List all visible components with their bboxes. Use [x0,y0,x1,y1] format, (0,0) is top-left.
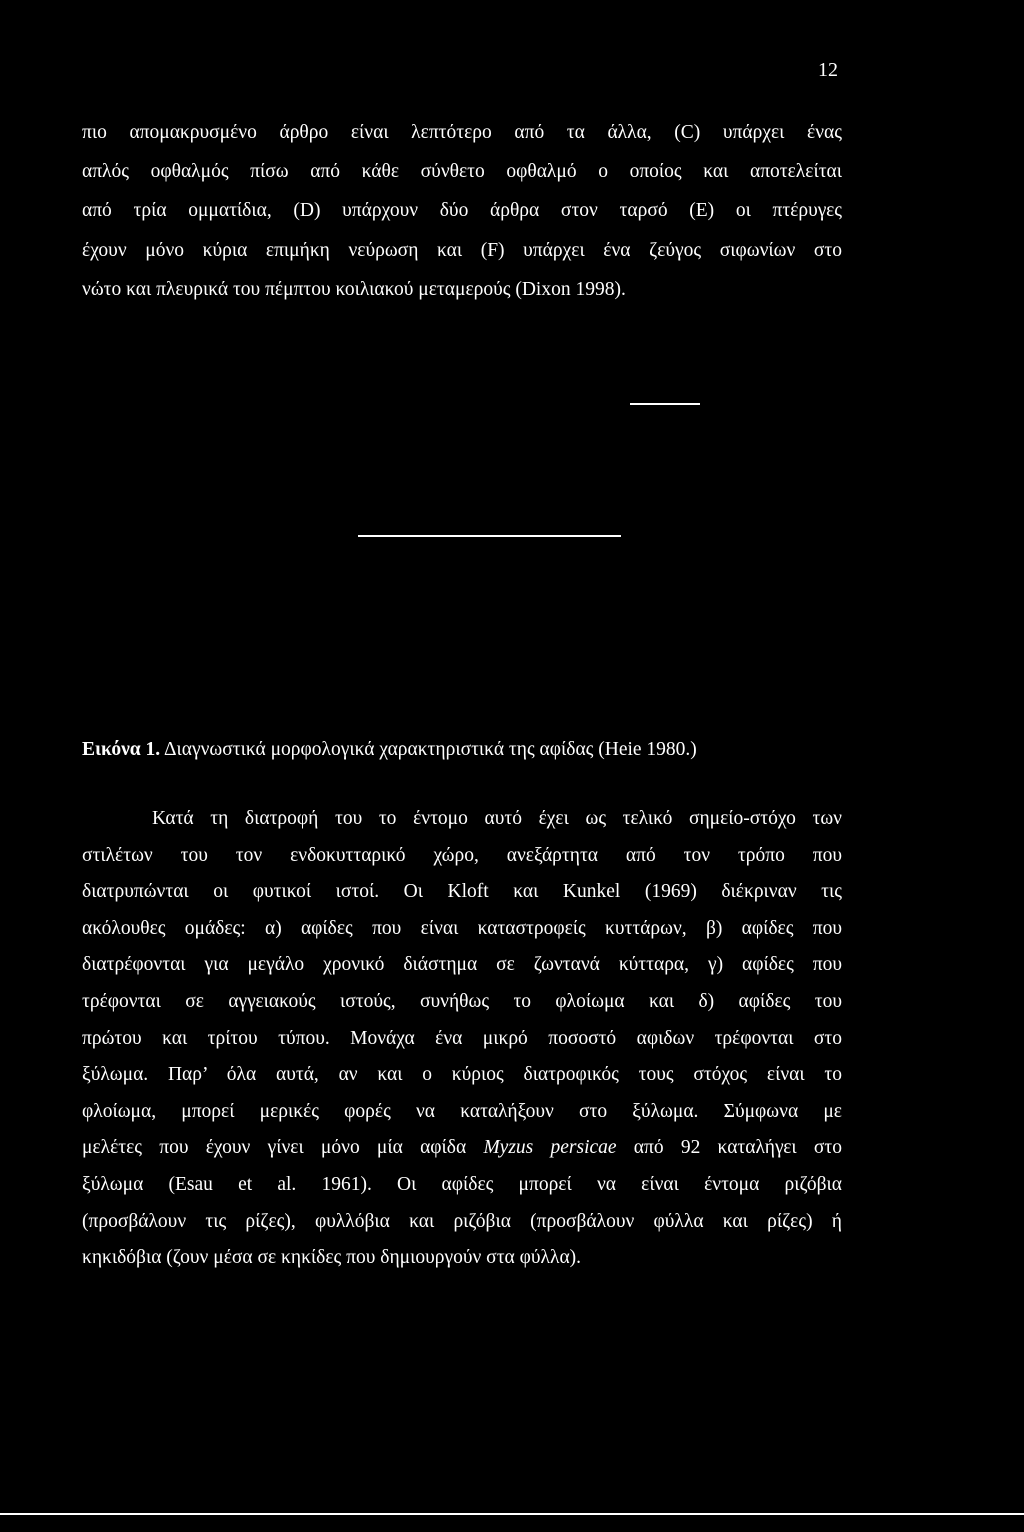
figure-caption [82,738,697,762]
text-line: πιο απομακρυσμένο άρθρο είναι λεπτότερο από τα άλλα, (C) υπάρχει ένας [82,122,842,143]
text-line: διατρυπώνται οι φυτικοί ιστοί. Οι Kloft και Kunkel (1969) διέκριναν τις [82,881,842,903]
text-line: από τρία ομματίδια, (D) υπάρχουν δύο άρθρα στον ταρσό (E) οι πτέρυγες [82,200,842,222]
species-name: Myzus persicae [483,1137,617,1159]
text-line: απλός οφθαλμός πίσω από κάθε σύνθετο οφθαλμό ο οποίος και αποτελείται [82,161,842,183]
text-line: φλοίωμα, μπορεί μερικές φορές να καταλήξουν στο ξύλωμα. Σύμφωνα με [82,1100,842,1122]
figure-remnant-line [358,535,621,537]
figure-caption-label: Εικόνα 1. [82,739,161,760]
text-line: στιλέτων του τον ενδοκυτταρικό χώρο, ανεξάρτητα από τον τρόπο που [82,844,842,866]
text-line: διατρέφονται για μεγάλο χρονικό διάστημα σε ζωντανά κύτταρα, γ) αφίδες που [82,954,842,976]
text-line: Κατά τη διατροφή του το έντομο αυτό έχει ως τελικό σημείο-στόχο των [152,808,842,829]
text-line: κηκιδόβια (ζουν μέσα σε κηκίδες που δημιουργούν στα φύλλα). [82,1247,582,1269]
figure-caption-text: Διαγνωστικά μορφολογικά χαρακτηριστικά της αφίδας (Heie 1980.) [160,739,697,760]
text-line: νώτο και πλευρικά του πέμπτου κοιλιακού μεταμερούς (Dixon 1998). [82,278,626,300]
text-fragment: μελέτες που έχουν γίνει μόνο μία αφίδα [82,1137,484,1159]
paragraph-feeding [82,801,842,1277]
text-line: ξύλωμα (Esau et al. 1961). Οι αφίδες μπορεί να είναι έντομα ριζόβια [82,1173,842,1195]
text-fragment: από 92 καταλήγει στο [616,1137,842,1159]
page-number: 12 [818,59,838,81]
figure-remnant-line [630,403,700,405]
text-line [82,1130,842,1167]
text-line: ξύλωμα. Παρ’ όλα αυτά, αν και ο κύριος διατροφικός τους στόχος είναι το [82,1064,842,1086]
footer-rule [0,1513,1024,1515]
paragraph-continuation [82,113,842,309]
text-line: έχουν μόνο κύρια επιμήκη νεύρωση και (F) υπάρχει ένα ζεύγος σιφωνίων στο [82,239,842,261]
text-line: πρώτου και τρίτου τύπου. Μονάχα ένα μικρό ποσοστό αφιδων τρέφονται στο [82,1027,842,1049]
text-line: ακόλουθες ομάδες: α) αφίδες που είναι καταστροφείς κυττάρων, β) αφίδες που [82,917,842,939]
text-line: τρέφονται σε αγγειακούς ιστούς, συνήθως το φλοίωμα και δ) αφίδες του [82,990,842,1012]
text-line: (προσβάλουν τις ρίζες), φυλλόβια και ριζόβια (προσβάλουν φύλλα και ρίζες) ή [82,1210,842,1232]
